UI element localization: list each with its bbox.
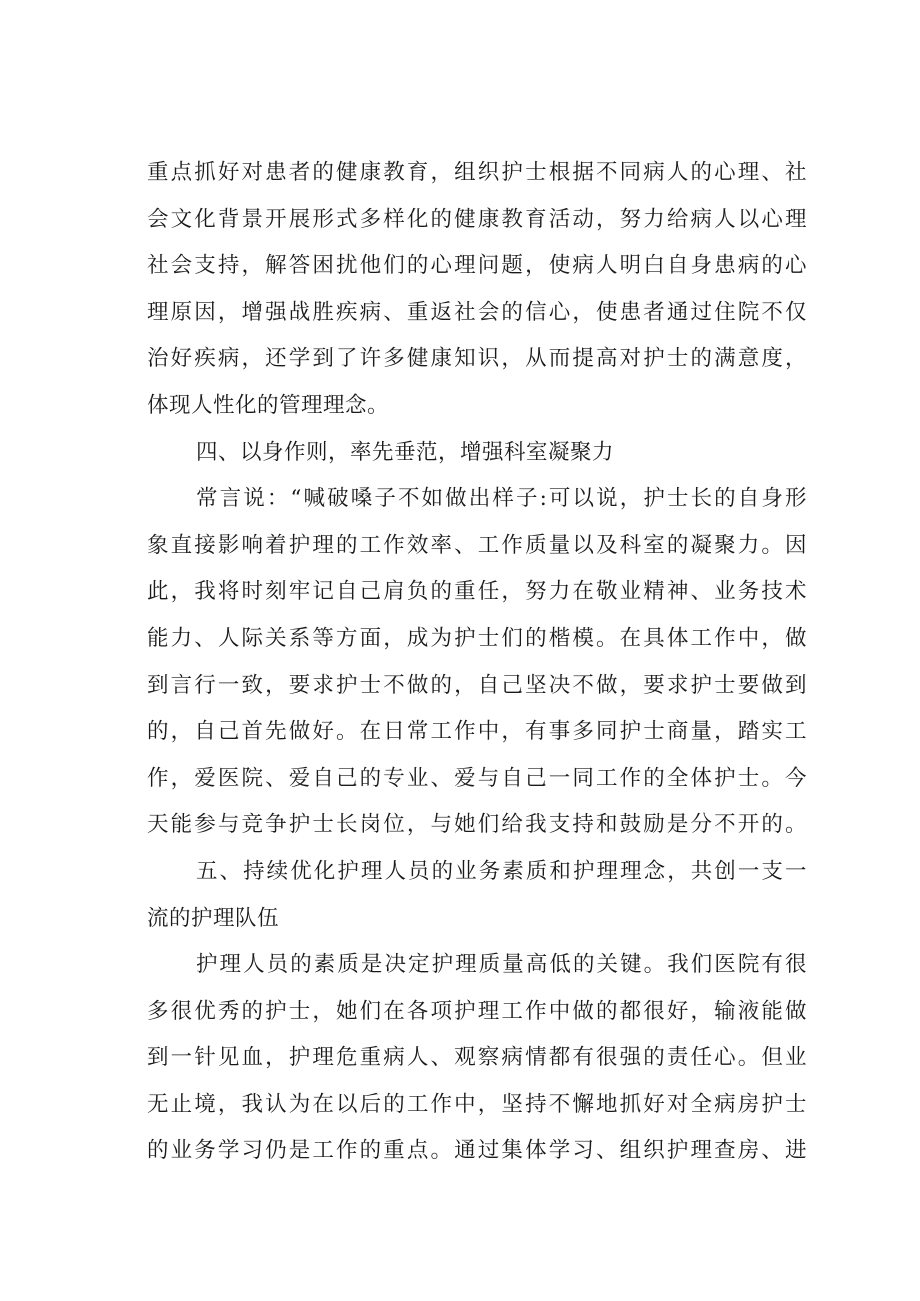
text-line: 到一针见血，护理危重病人、观察病情都有很强的责任心。但业 [147,1045,807,1071]
text-line: 此，我将时刻牢记自己肩负的重任，努力在敬业精神、业务技术 [147,579,807,605]
text-line: 四、以身作则，率先垂范，增强科室凝聚力 [196,439,615,465]
text-line: 的业务学习仍是工作的重点。通过集体学习、组织护理查房、进 [147,1138,807,1164]
text-line: 理原因，增强战胜疾病、重返社会的信心，使患者通过住院不仅 [147,299,807,325]
text-line: 治好疾病，还学到了许多健康知识，从而提高对护士的满意度， [147,346,807,372]
text-line: 多很优秀的护士，她们在各项护理工作中做的都很好，输液能做 [147,998,807,1024]
text-line: 象直接影响着护理的工作效率、工作质量以及科室的凝聚力。因 [147,532,807,558]
text-line: 重点抓好对患者的健康教育，组织护士根据不同病人的心理、社 [147,160,807,185]
text-line: 能力、人际关系等方面，成为护士们的楷模。在具体工作中，做 [147,625,807,651]
text-line: 作，爱医院、爱自己的专业、爱与自己一同工作的全体护士。今 [147,765,807,791]
text-line: 到言行一致，要求护士不做的，自己坚决不做，要求护士要做到 [147,672,807,698]
text-line: 五、持续优化护理人员的业务素质和护理理念，共创一支一 [196,858,807,884]
text-line: 会文化背景开展形式多样化的健康教育活动，努力给病人以心理 [147,206,807,232]
text-line: 无止境，我认为在以后的工作中，坚持不懈地抓好对全病房护士 [147,1091,807,1117]
text-line: 体现人性化的管理理念。 [147,392,390,418]
text-line: 天能参与竞争护士长岗位，与她们给我支持和鼓励是分不开的。 [147,812,807,838]
text-line: 社会支持，解答困扰他们的心理问题，使病人明白自身患病的心 [147,253,807,279]
body-text [147,150,807,1175]
text-line: 流的护理队伍 [147,905,280,931]
text-line: 护理人员的素质是决定护理质量高低的关键。我们医院有很 [196,952,807,978]
text-line: 常言说：“喊破嗓子不如做出样子:可以说，护士长的自身形 [196,486,807,512]
text-line: 的，自己首先做好。在日常工作中，有事多同护士商量，踏实工 [147,719,807,745]
